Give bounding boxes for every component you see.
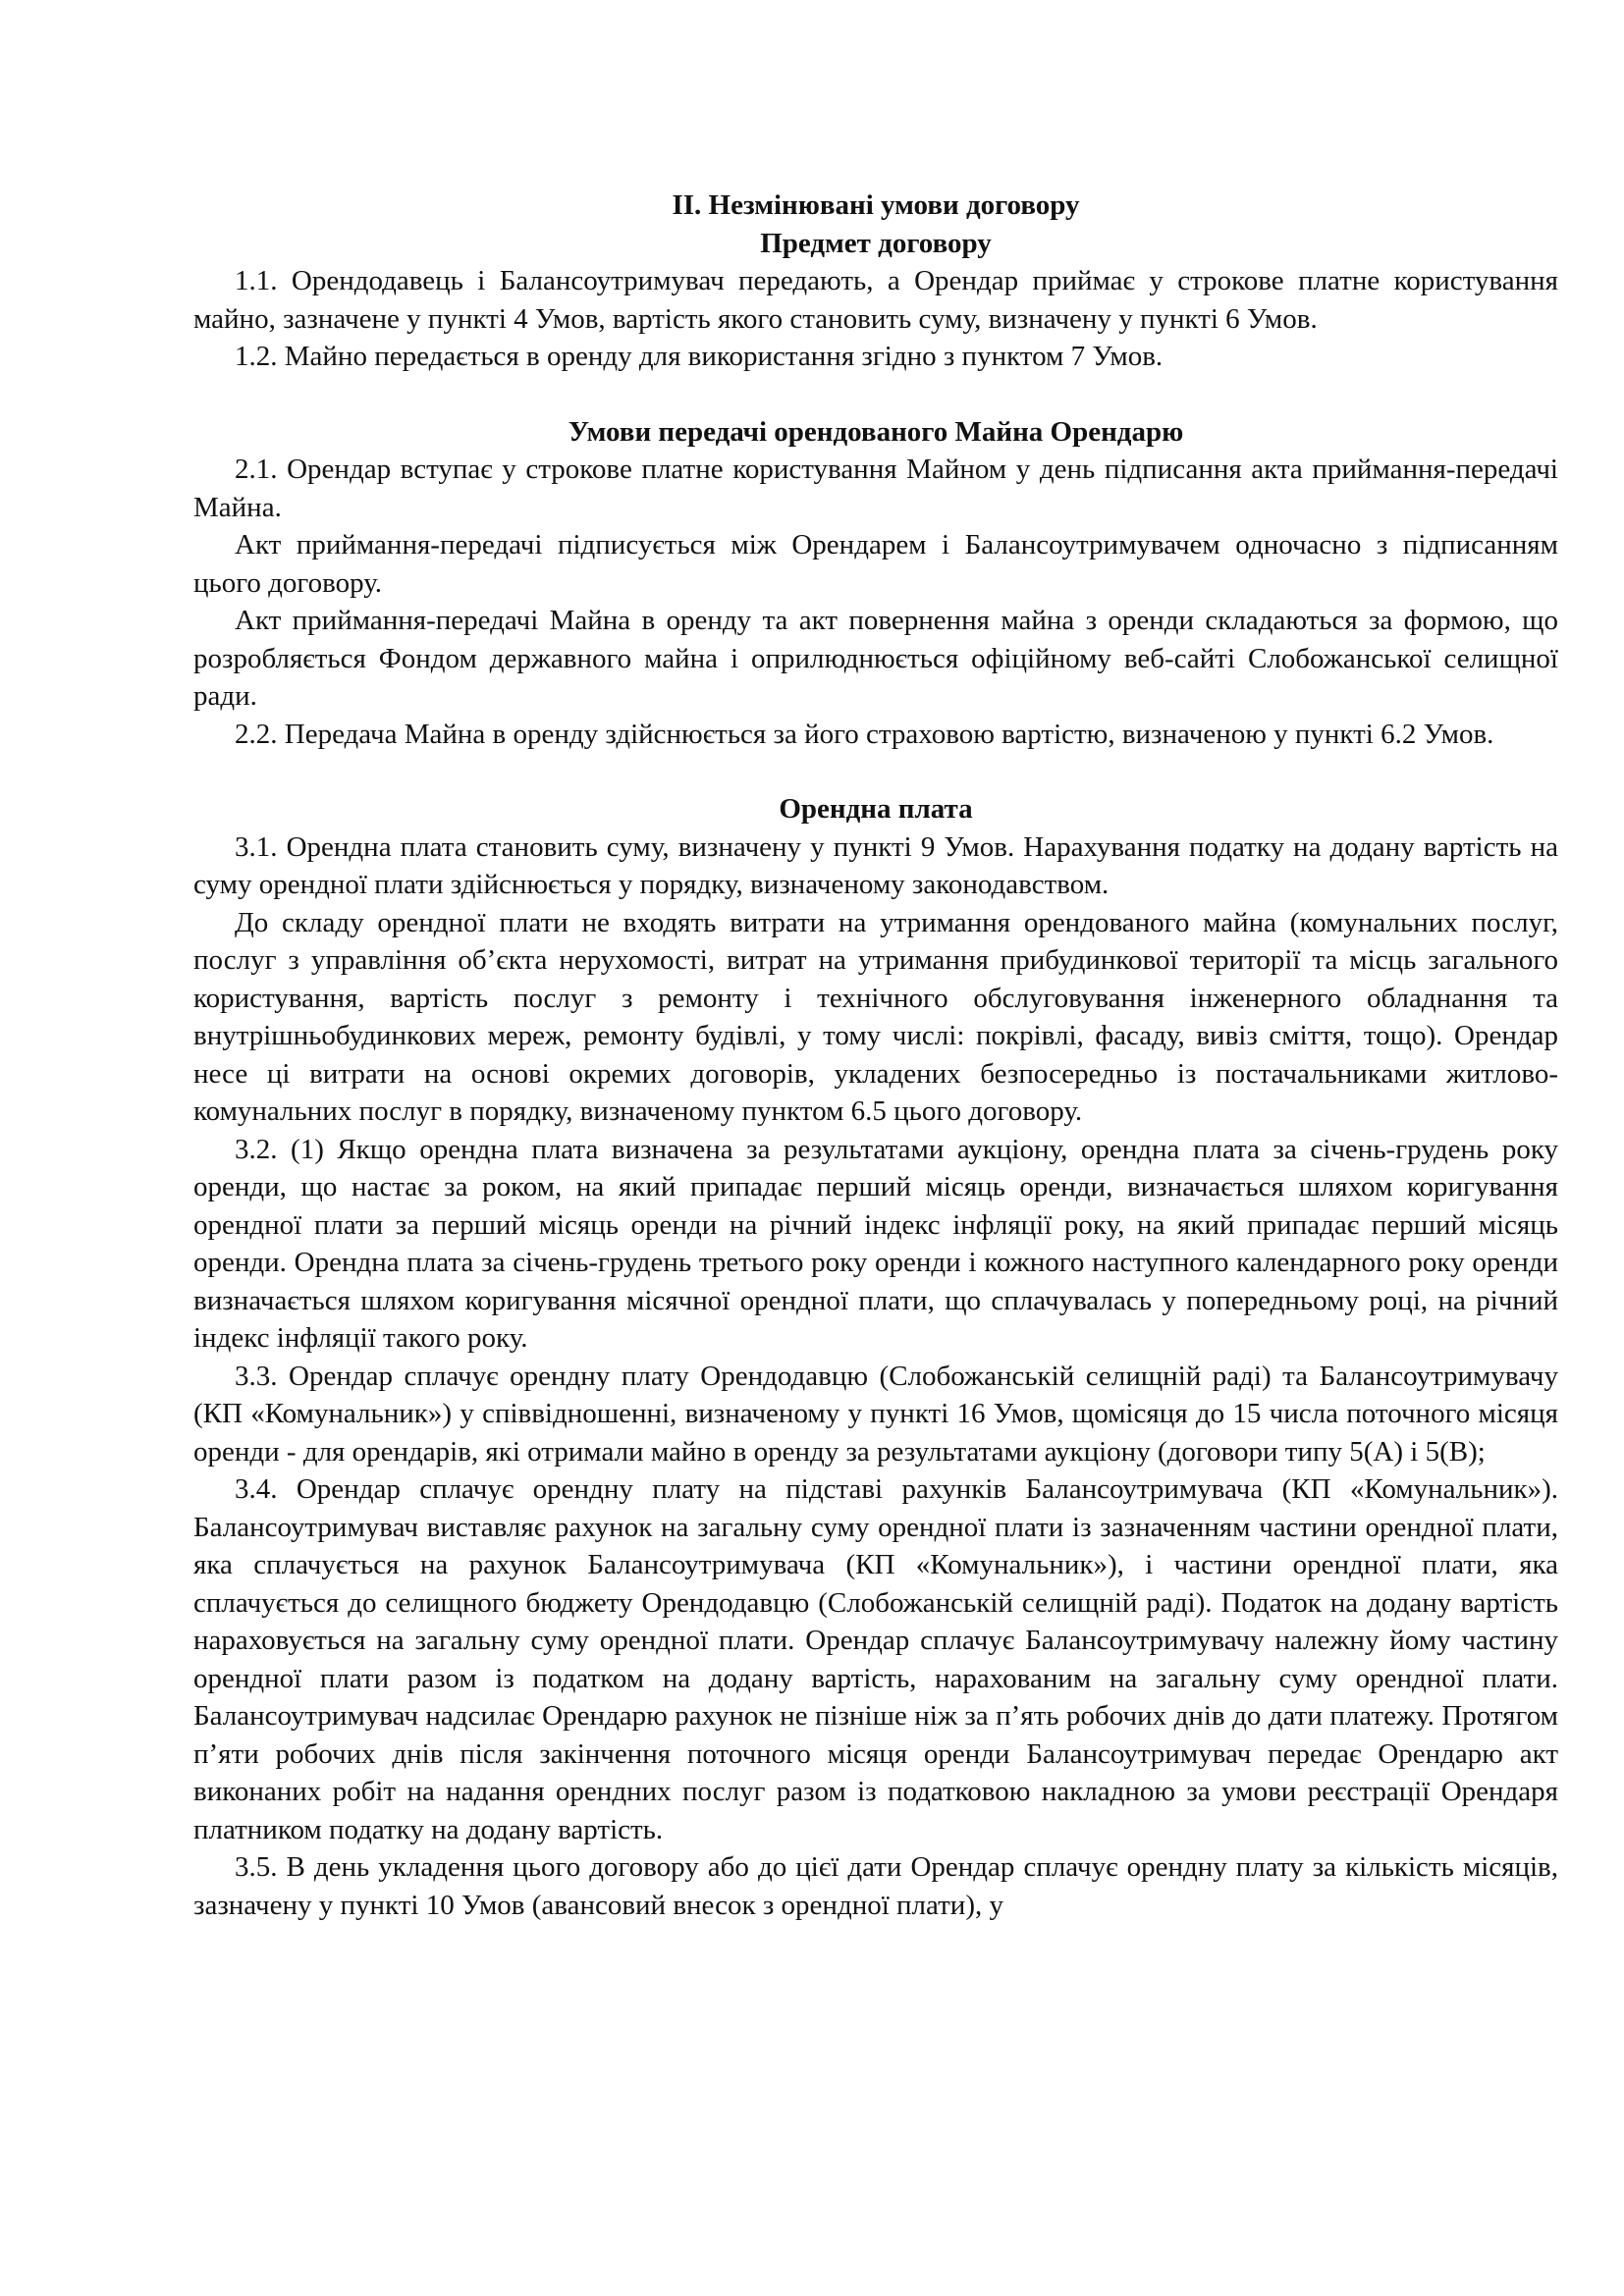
document-title: II. Незмінювані умови договору	[672, 189, 1080, 221]
paragraph: 2.2. Передача Майна в оренду здійснюється за його страховою вартістю, визначеною у пункті 6.2 Умов.	[235, 718, 1494, 750]
document-page	[193, 187, 1558, 1924]
paragraph: 3.2. (1) Якщо орендна плата визначена за результатами аукціону, орендна плата за січень-грудень року оренди, що настає за роком, на який припадає перший місяць оренди, визначається шляхом коригування орендної плати за перший місяць оренди на річний індекс інфляції року, на який припадає перший місяць оренди. Орендна плата за січень-грудень третього року оренди і кожного наступного календарного року оренди визначається шляхом коригування місячної орендної плати, що сплачувалась у попередньому році, на річний індекс інфляції такого року.	[193, 1133, 1558, 1354]
section-heading: Орендна плата	[779, 793, 973, 825]
paragraph: 3.1. Орендна плата становить суму, визначену у пункті 9 Умов. Нарахування податку на додану вартість на суму орендної плати здійснюється у порядку, визначеному законодавством.	[193, 830, 1558, 900]
section-subject	[193, 225, 1558, 376]
paragraph: Акт приймання-передачі підписується між Орендарем і Балансоутримувачем одночасно з підписанням цього договору.	[193, 529, 1558, 599]
paragraph: До складу орендної плати не входять витрати на утримання орендованого майна (комунальних послуг, послуг з управління об’єкта нерухомості, витрат на утримання прибудинкової території та місць загального користування, вартість послуг з ремонту і технічного обслуговування інженерного обладнання та внутрішньобудинкових мереж, ремонту будівлі, у тому числі: покрівлі, фасаду, вивіз сміття, тощо). Орендар несе ці витрати на основі окремих договорів, укладених безпосередньо із постачальниками житлово-комунальних послуг в порядку, визначеному пунктом 6.5 цього договору.	[193, 906, 1558, 1127]
paragraph: 1.2. Майно передається в оренду для використання згідно з пунктом 7 Умов.	[235, 341, 1164, 372]
paragraph: 3.3. Орендар сплачує орендну плату Орендодавцю (Слобожанській селищній раді) та Балансоутримувачу (КП «Комунальник») у співвідношенні, визначеному у пункті 16 Умов, щомісяця до 15 числа поточного місяця оренди - для орендарів, які отримали майно в оренду за результатами аукціону (договори типу 5(А) і 5(В);	[193, 1360, 1558, 1468]
section-transfer	[193, 413, 1558, 754]
section-heading: Предмет договору	[760, 227, 992, 259]
paragraph: 2.1. Орендар вступає у строкове платне користування Майном у день підписання акта приймання-передачі Майна.	[193, 454, 1558, 523]
section-rent	[193, 790, 1558, 1924]
paragraph: 3.4. Орендар сплачує орендну плату на підставі рахунків Балансоутримувача (КП «Комунальник»). Балансоутримувач виставляє рахунок на загальну суму орендної плати із зазначенням частини орендної плати, яка сплачується на рахунок Балансоутримувача (КП «Комунальник»), і частини орендної плати, яка сплачується до селищного бюджету Орендодавцю (Слобожанській селищній раді). Податок на додану вартість нараховується на загальну суму орендної плати. Орендар сплачує Балансоутримувачу належну йому частину орендної плати разом із податком на додану вартість, нарахованим на загальну суму орендної плати. Балансоутримувач надсилає Орендарю рахунок не пізніше ніж за п’ять робочих днів до дати платежу. Протягом п’яти робочих днів після закінчення поточного місяця оренди Балансоутримувач передає Орендарю акт виконаних робіт на надання орендних послуг разом із податковою накладною за умови реєстрації Орендаря платником податку на додану вартість.	[193, 1473, 1558, 1845]
paragraph: Акт приймання-передачі Майна в оренду та акт повернення майна з оренди складаються за формою, що розробляється Фондом державного майна і оприлюднюється офіційному веб-сайті Слобожанської селищної ради.	[193, 605, 1558, 712]
paragraph: 3.5. В день укладення цього договору або до цієї дати Орендар сплачує орендну плату за кількість місяців, зазначену у пункті 10 Умов (авансовий внесок з орендної плати), у	[193, 1851, 1558, 1921]
section-heading: Умови передачі орендованого Майна Орендарю	[568, 415, 1184, 448]
paragraph: 1.1. Орендодавець і Балансоутримувач передають, а Орендар приймає у строкове платне користування майно, зазначене у пункті 4 Умов, вартість якого становить суму, визначену у пункті 6 Умов.	[193, 265, 1558, 335]
